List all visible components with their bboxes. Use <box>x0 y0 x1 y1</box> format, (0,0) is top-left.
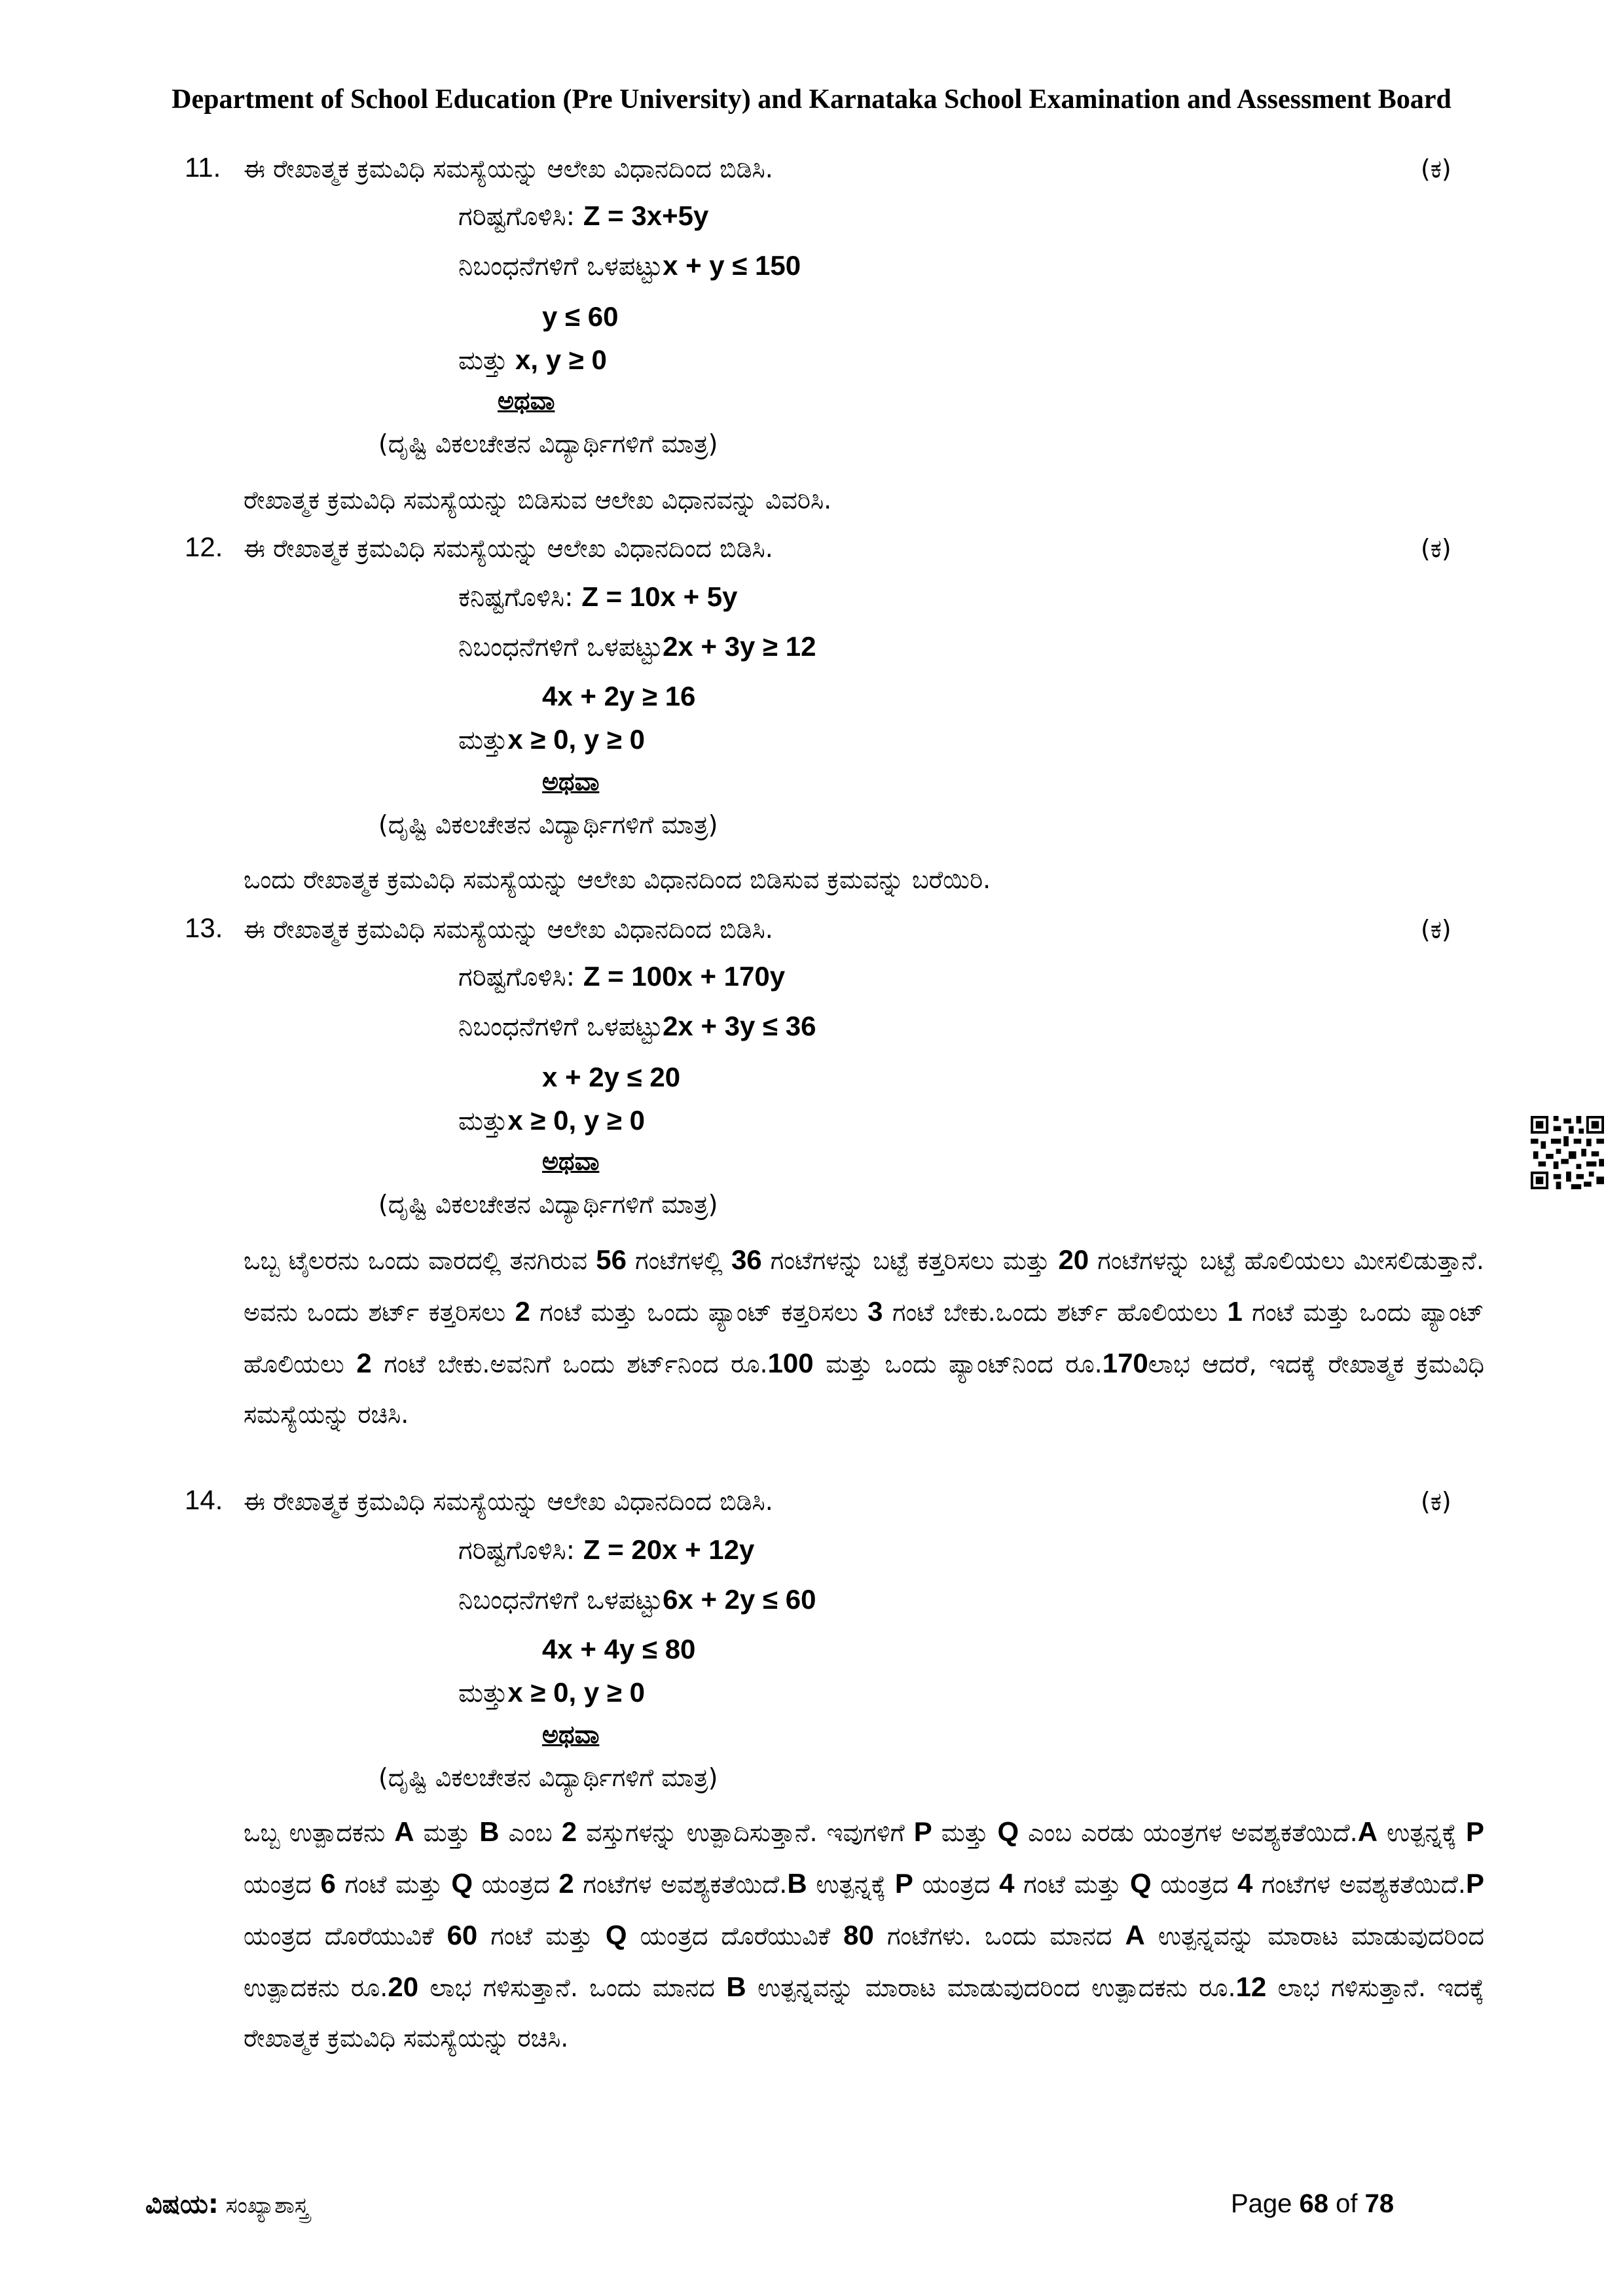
objective-line <box>458 1534 754 1566</box>
subject-label: ವಿಷಯ: <box>145 2189 219 2219</box>
nonneg-line <box>458 344 607 376</box>
nonneg-constraint: x, y ≥ 0 <box>507 344 607 375</box>
constraint-1: 2x + 3y ≤ 36 <box>663 1011 816 1041</box>
page-total: 78 <box>1364 2189 1395 2218</box>
nonneg-line <box>458 1105 645 1136</box>
constraint-1: 2x + 3y ≥ 12 <box>663 631 816 662</box>
objective-function: Z = 10x + 5y <box>581 581 738 612</box>
marks-label: (ಕ) <box>1421 915 1451 944</box>
or-label: ಅಥವಾ <box>542 1720 600 1749</box>
nonneg-line <box>458 1677 645 1708</box>
constraint-line <box>458 1011 816 1042</box>
question-text: ಈ ರೇಖಾತ್ಮಕ ಕ್ರಮವಿಧಿ ಸಮಸ್ಯೆಯನ್ನು ಆಲೇಖ ವಿಧಾನದಿಂದ ಬಿಡಿಸಿ. <box>244 1487 773 1516</box>
vi-note: (ದೃಷ್ಟಿ ವಿಕಲಚೇತನ ವಿದ್ಯಾರ್ಥಿಗಳಿಗೆ ಮಾತ್ರ) <box>378 1190 718 1219</box>
constraint-2: y ≤ 60 <box>542 301 619 332</box>
page-number <box>1231 2189 1394 2219</box>
page-label: Page <box>1231 2189 1300 2218</box>
subject-footer <box>145 2189 309 2219</box>
constraint-label: ನಿಬಂಧನೆಗಳಿಗೆ ಒಳಪಟ್ಟು <box>458 1585 663 1615</box>
or-label: ಅಥವಾ <box>542 767 600 796</box>
subject-name: ಸಂಖ್ಯಾಶಾಸ್ತ್ರ <box>218 2193 309 2219</box>
constraint-2: 4x + 4y ≤ 80 <box>542 1634 696 1664</box>
objective-line <box>458 200 708 232</box>
page-of: of <box>1328 2189 1365 2218</box>
marks-label: (ಕ) <box>1421 1487 1451 1516</box>
constraint-label: ನಿಬಂಧನೆಗಳಿಗೆ ಒಳಪಟ್ಟು <box>458 251 663 281</box>
constraint-2: x + 2y ≤ 20 <box>542 1062 681 1092</box>
objective-function: Z = 3x+5y <box>583 200 709 231</box>
marks-label: (ಕ) <box>1421 534 1451 563</box>
objective-function: Z = 100x + 170y <box>583 961 786 992</box>
question-number: 13. <box>185 912 223 943</box>
objective-function: Z = 20x + 12y <box>583 1534 755 1565</box>
alternative-question: ಒಂದು ರೇಖಾತ್ಮಕ ಕ್ರಮವಿಧಿ ಸಮಸ್ಯೆಯನ್ನು ಆಲೇಖ ವಿಧಾನದಿಂದ ಬಿಡಿಸುವ ಕ್ರಮವನ್ನು ಬರೆಯಿರಿ. <box>244 865 991 894</box>
constraint-1: 6x + 2y ≤ 60 <box>663 1584 816 1615</box>
objective-label: ಗರಿಷ್ಟಗೊಳಿಸಿ: <box>458 962 583 992</box>
objective-label: ಕನಿಷ್ಟಗೊಳಿಸಿ: <box>458 583 582 613</box>
marks-label: (ಕ) <box>1421 154 1451 183</box>
objective-label: ಗರಿಷ್ಟಗೊಳಿಸಿ: <box>458 1535 583 1566</box>
nonneg-line <box>458 724 645 755</box>
question-text: ಈ ರೇಖಾತ್ಮಕ ಕ್ರಮವಿಧಿ ಸಮಸ್ಯೆಯನ್ನು ಆಲೇಖ ವಿಧಾನದಿಂದ ಬಿಡಿಸಿ. <box>244 915 773 944</box>
page-header: Department of School Education (Pre University) and Karnataka School Examination and Assessment Board <box>172 84 1451 115</box>
constraint-label: ನಿಬಂಧನೆಗಳಿಗೆ ಒಳಪಟ್ಟು <box>458 1012 663 1042</box>
vi-note: (ದೃಷ್ಟಿ ವಿಕಲಚೇತನ ವಿದ್ಯಾರ್ಥಿಗಳಿಗೆ ಮಾತ್ರ) <box>378 810 718 839</box>
constraint-line <box>458 250 801 281</box>
and-label: ಮತ್ತು <box>458 1678 508 1708</box>
nonneg-constraint: x ≥ 0, y ≥ 0 <box>507 1105 645 1136</box>
question-text: ಈ ರೇಖಾತ್ಮಕ ಕ್ರಮವಿಧಿ ಸಮಸ್ಯೆಯನ್ನು ಆಲೇಖ ವಿಧಾನದಿಂದ ಬಿಡಿಸಿ. <box>244 154 773 183</box>
vi-note: (ದೃಷ್ಟಿ ವಿಕಲಚೇತನ ವಿದ್ಯಾರ್ಥಿಗಳಿಗೆ ಮಾತ್ರ) <box>378 1763 718 1792</box>
alternative-question: ರೇಖಾತ್ಮಕ ಕ್ರಮವಿಧಿ ಸಮಸ್ಯೆಯನ್ನು ಬಿಡಿಸುವ ಆಲೇಖ ವಿಧಾನವನ್ನು ವಿವರಿಸಿ. <box>244 486 832 514</box>
constraint-line <box>458 631 816 662</box>
constraint-label: ನಿಬಂಧನೆಗಳಿಗೆ ಒಳಪಟ್ಟು <box>458 632 663 662</box>
alternative-question: ಒಬ್ಬ ಟೈಲರನು ಒಂದು ವಾರದಲ್ಲಿ ತನಗಿರುವ 56 ಗಂಟೆಗಳಲ್ಲಿ 36 ಗಂಟೆಗಳನ್ನು ಬಟ್ಟೆ ಕತ್ತರಿಸಲು ಮತ್ತು 20 ಗಂಟೆಗಳನ್ನು ಬಟ್ಟೆ ಹೊಲಿಯಲು ಮೀಸಲಿಡುತ್ತಾನೆ. ಅವನು ಒಂದು ಶರ್ಟ್ ಕತ್ತರಿಸಲು 2 ಗಂಟೆ ಮತ್ತು ಒಂದು ಪ್ಯಾಂಟ್ ಕತ್ತರಿಸಲು 3 ಗಂಟೆ ಬೇಕು.ಒಂದು ಶರ್ಟ್ ಹೊಲಿಯಲು 1 ಗಂಟೆ ಮತ್ತು ಒಂದು ಪ್ಯಾಂಟ್ ಹೊಲಿಯಲು 2 ಗಂಟೆ ಬೇಕು.ಅವನಿಗೆ ಒಂದು ಶರ್ಟ್‌ನಿಂದ ರೂ.100 ಮತ್ತು ಒಂದು ಪ್ಯಾಂಟ್‌ನಿಂದ ರೂ.170ಲಾಭ ಆದರೆ, ಇದಕ್ಕೆ ರೇಖಾತ್ಮಕ ಕ್ರಮವಿಧಿ ಸಮಸ್ಯೆಯನ್ನು ರಚಿಸಿ. <box>244 1244 1485 1429</box>
constraint-line <box>458 1584 816 1615</box>
question-number: 11. <box>185 152 221 183</box>
vi-note: (ದೃಷ್ಟಿ ವಿಕಲಚೇತನ ವಿದ್ಯಾರ್ಥಿಗಳಿಗೆ ಮಾತ್ರ) <box>378 429 718 458</box>
and-label: ಮತ್ತು <box>458 346 508 376</box>
objective-label: ಗರಿಷ್ಟಗೊಳಿಸಿ: <box>458 202 583 232</box>
constraint-1: x + y ≤ 150 <box>663 250 801 281</box>
nonneg-constraint: x ≥ 0, y ≥ 0 <box>507 1677 645 1708</box>
or-label: ಅಥವಾ <box>498 386 555 415</box>
and-label: ಮತ್ತು <box>458 725 508 755</box>
constraint-2: 4x + 2y ≥ 16 <box>542 681 696 711</box>
or-label: ಅಥವಾ <box>542 1147 600 1175</box>
question-number: 12. <box>185 531 223 562</box>
question-number: 14. <box>185 1484 223 1515</box>
qr-code-icon <box>1531 1116 1604 1189</box>
alternative-question: ಒಬ್ಬ ಉತ್ಪಾದಕನು A ಮತ್ತು B ಎಂಬ 2 ವಸ್ತುಗಳನ್ನು ಉತ್ಪಾದಿಸುತ್ತಾನೆ. ಇವುಗಳಿಗೆ P ಮತ್ತು Q ಎಂಬ ಎರಡು ಯಂತ್ರಗಳ ಅವಶ್ಯಕತೆಯಿದೆ.A ಉತ್ಪನ್ನಕ್ಕೆ P ಯಂತ್ರದ 6 ಗಂಟೆ ಮತ್ತು Q ಯಂತ್ರದ 2 ಗಂಟೆಗಳ ಅವಶ್ಯಕತೆಯಿದೆ.B ಉತ್ಪನ್ನಕ್ಕೆ P ಯಂತ್ರದ 4 ಗಂಟೆ ಮತ್ತು Q ಯಂತ್ರದ 4 ಗಂಟೆಗಳ ಅವಶ್ಯಕತೆಯಿದೆ.P ಯಂತ್ರದ ದೊರೆಯುವಿಕೆ 60 ಗಂಟೆ ಮತ್ತು Q ಯಂತ್ರದ ದೊರೆಯುವಿಕೆ 80 ಗಂಟೆಗಳು. ಒಂದು ಮಾನದ A ಉತ್ಪನ್ನವನ್ನು ಮಾರಾಟ ಮಾಡುವುದರಿಂದ ಉತ್ಪಾದಕನು ರೂ.20 ಲಾಭ ಗಳಿಸುತ್ತಾನೆ. ಒಂದು ಮಾನದ B ಉತ್ಪನ್ನವನ್ನು ಮಾರಾಟ ಮಾಡುವುದರಿಂದ ಉತ್ಪಾದಕನು ರೂ.12 ಲಾಭ ಗಳಿಸುತ್ತಾನೆ. ಇದಕ್ಕೆ ರೇಖಾತ್ಮಕ ಕ್ರಮವಿಧಿ ಸಮಸ್ಯೆಯನ್ನು ರಚಿಸಿ. <box>244 1816 1484 2053</box>
and-label: ಮತ್ತು <box>458 1106 508 1136</box>
question-text: ಈ ರೇಖಾತ್ಮಕ ಕ್ರಮವಿಧಿ ಸಮಸ್ಯೆಯನ್ನು ಆಲೇಖ ವಿಧಾನದಿಂದ ಬಿಡಿಸಿ. <box>244 534 773 563</box>
page-current: 68 <box>1299 2189 1329 2218</box>
nonneg-constraint: x ≥ 0, y ≥ 0 <box>507 724 645 755</box>
objective-line <box>458 581 738 613</box>
objective-line <box>458 961 785 992</box>
